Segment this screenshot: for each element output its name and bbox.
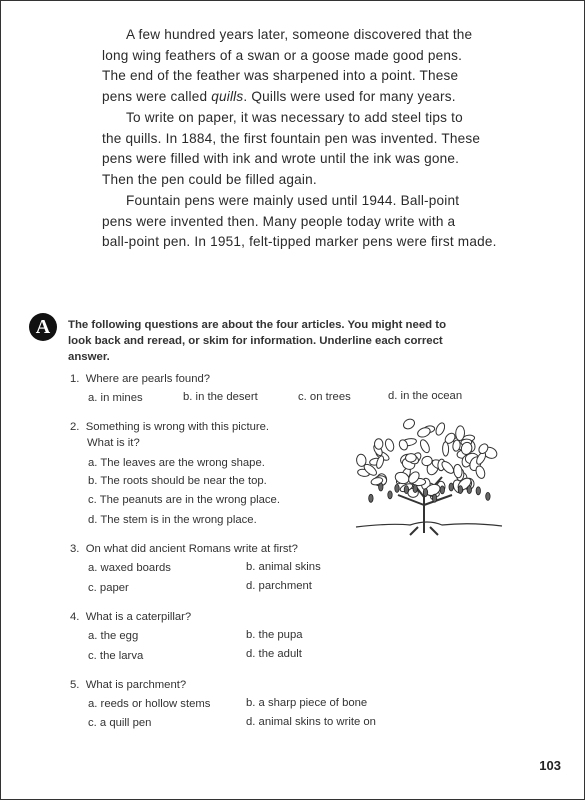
q2-option-b[interactable]: b. The roots should be near the top. [88,475,267,487]
peanut-plant-illustration [350,415,506,540]
paragraph-1-line-4: pens were called quills. Quills were used for many years. [102,88,456,104]
question-2-line-2: What is it? [87,437,140,449]
peanut [467,486,471,494]
q2-option-d[interactable]: d. The stem is in the wrong place. [88,514,257,526]
q3-option-a[interactable]: a. waxed boards [88,562,171,574]
q5-option-a[interactable]: a. reeds or hollow stems [88,698,211,710]
leaf [455,426,465,441]
leaf [375,455,385,469]
q4-option-d[interactable]: d. the adult [246,648,302,660]
question-2: 2. Something is wrong with this picture. [70,421,270,433]
peanut [404,486,408,494]
q2-option-a[interactable]: a. The leaves are the wrong shape. [88,457,265,469]
peanut [476,487,480,495]
q5-option-b[interactable]: b. a sharp piece of bone [246,697,368,709]
peanut [458,486,462,494]
leaf [405,453,416,462]
q4-option-c[interactable]: c. the larva [88,650,144,662]
peanut [432,494,436,502]
paragraph-2-line-1: To write on paper, it was necessary to add steel tips to [126,110,463,125]
leaf [453,464,463,478]
leaf [384,438,395,452]
instructions [68,317,508,365]
paragraph-1-line-3: The end of the feather was sharpened into a point. These [102,68,459,83]
leaf [402,417,417,431]
paragraph-2 [102,108,534,190]
question-3: 3. On what did ancient Romans write at first? [70,543,298,555]
peanut [388,491,392,499]
page-number: 103 [539,758,561,773]
peanut [369,494,373,502]
q5-option-c[interactable]: c. a quill pen [88,717,152,729]
peanut [395,484,399,492]
paragraph-3-line-2: pens were invented then. Many people today write with a [102,213,456,229]
instructions-line-3: answer. [68,351,110,363]
peanut [486,492,490,500]
question-4: 4. What is a caterpillar? [70,611,192,623]
peanut [449,483,453,491]
question-1: 1. Where are pearls found? [70,373,211,385]
peanut [413,485,417,493]
q1-option-c[interactable]: c. on trees [298,391,351,403]
paragraph-1-line-2: long wing feathers of a swan or a goose made good pens. [102,47,463,63]
question-5: 5. What is parchment? [70,679,187,691]
paragraph-2-line-3: pens were filled with ink and wrote until the ink was gone. [102,151,460,166]
paragraph-2-line-4: Then the pen could be filled again. [102,171,317,187]
leaf [356,454,367,467]
q2-option-c[interactable]: c. The peanuts are in the wrong place. [88,494,280,506]
leaf [375,439,383,449]
paragraph-3-line-1: Fountain pens were mainly used until 1944. Ball-point [126,193,460,208]
q5-option-d[interactable]: d. animal skins to write on [246,716,376,728]
ground-line [356,522,502,527]
peanut [379,483,383,491]
instructions-line-1: The following questions are about the four articles. You might need to [68,319,447,331]
paragraph-2-line-2: the quills. In 1884, the first fountain pen was invented. These [102,130,481,146]
paragraph-1 [102,25,534,107]
leaf [434,422,446,437]
q4-option-b[interactable]: b. the pupa [246,629,303,641]
q3-option-b[interactable]: b. animal skins [246,561,321,573]
q1-option-a[interactable]: a. in mines [88,392,143,404]
peanut [440,486,444,494]
q4-option-a[interactable]: a. the egg [88,630,139,642]
q3-option-c[interactable]: c. paper [88,582,129,594]
section-badge: A [29,313,57,341]
instructions-line-2: look back and reread, or skim for information. Underline each correct [68,335,443,347]
paragraph-3-line-3: ball-point pen. In 1951, felt-tipped marker pens were first made. [102,234,497,249]
quills-italic: quills [211,88,244,104]
q3-option-d[interactable]: d. parchment [246,580,312,592]
q1-option-b[interactable]: b. in the desert [183,391,258,403]
peanut [423,489,427,497]
paragraph-3 [102,191,534,253]
leaf [419,438,432,454]
leaf [442,442,448,456]
q1-option-d[interactable]: d. in the ocean [388,390,463,402]
paragraph-1-line-1: A few hundred years later, someone discovered that the [126,27,473,42]
